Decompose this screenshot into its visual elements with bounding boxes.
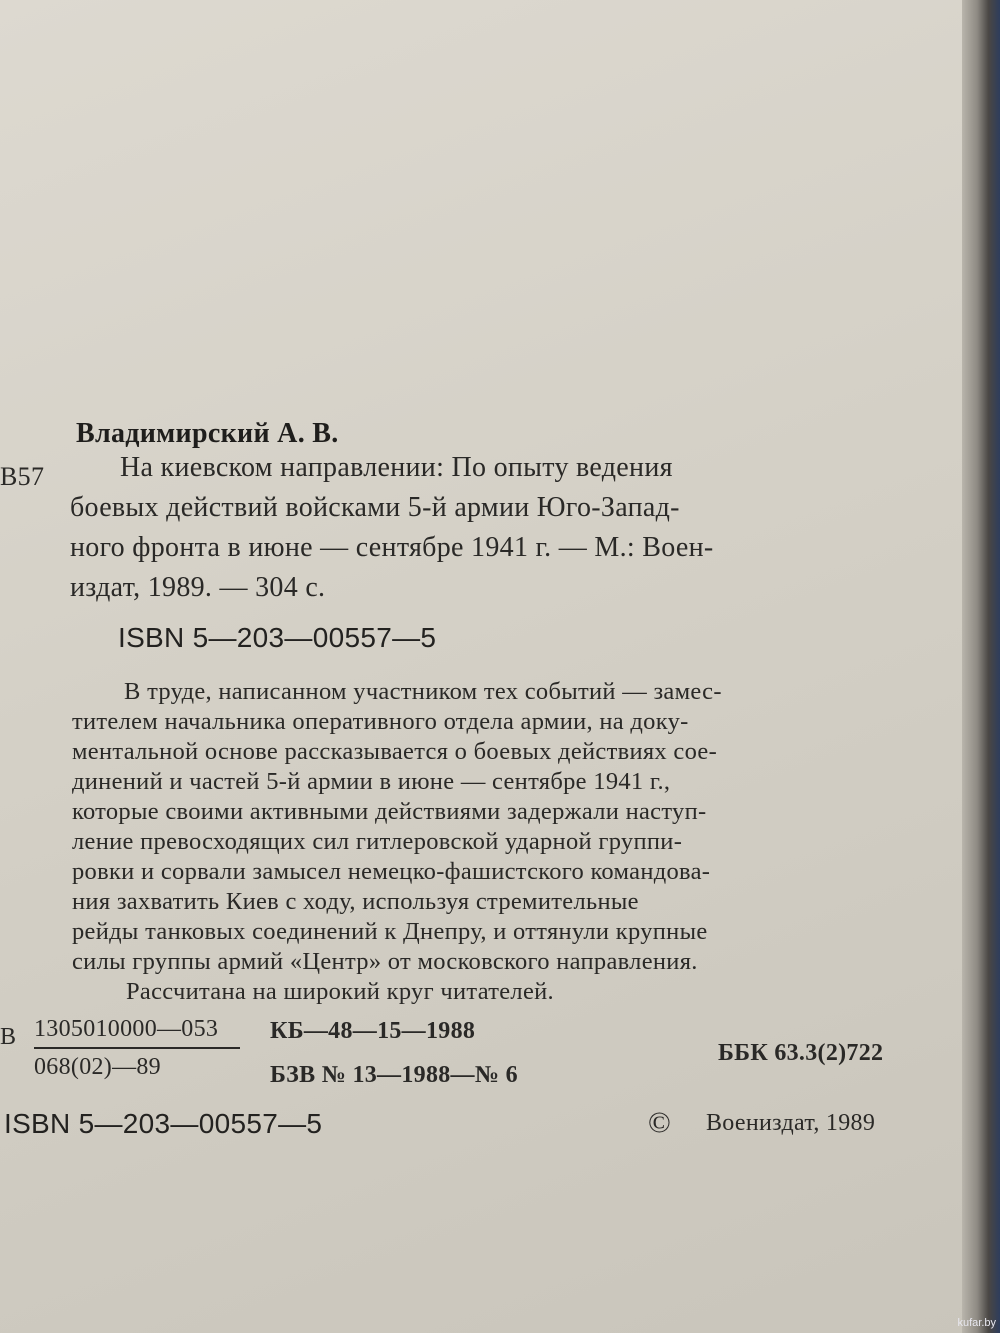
abstract-line: тителем начальника оперативного отдела армии, на доку- bbox=[72, 708, 689, 735]
abstract-line: рейды танковых соединений к Днепру, и оттянули крупные bbox=[72, 918, 708, 945]
imprint-bbk: ББК 63.3(2)722 bbox=[718, 1040, 884, 1066]
page-edge bbox=[962, 0, 1000, 1333]
fraction-rule bbox=[34, 1047, 240, 1049]
abstract-line: которые своими активными действиями задержали наступ- bbox=[72, 798, 707, 825]
imprint-letter: В bbox=[0, 1024, 17, 1050]
bibliography-line: ного фронта в июне — сентябре 1941 г. — М.: Воен- bbox=[70, 532, 714, 563]
bibliography-line: боевых действий войсками 5-й армии Юго-Запад- bbox=[70, 492, 680, 523]
copyright-text: Воениздат, 1989 bbox=[706, 1110, 876, 1136]
copyright-icon: © bbox=[648, 1106, 672, 1139]
abstract-line: ровки и сорвали замысел немецко-фашистского командова- bbox=[72, 858, 711, 885]
abstract-line: ление превосходящих сил гитлеровской ударной группи- bbox=[72, 828, 683, 855]
imprint-denominator: 068(02)—89 bbox=[34, 1054, 161, 1080]
shelf-code: В57 bbox=[0, 462, 45, 491]
imprint-bzv: БЗВ № 13—1988—№ 6 bbox=[270, 1062, 518, 1088]
watermark: kufar.by bbox=[957, 1317, 996, 1329]
imprint-kb: КБ—48—15—1988 bbox=[270, 1018, 476, 1044]
bibliography-line: На киевском направлении: По опыту ведения bbox=[120, 452, 673, 483]
isbn-bottom: ISBN 5—203—00557—5 bbox=[4, 1108, 323, 1139]
abstract-line: ментальной основе рассказывается о боевых действиях сое- bbox=[72, 738, 718, 765]
abstract-line: динений и частей 5-й армии в июне — сентябре 1941 г., bbox=[72, 768, 671, 795]
abstract-line: силы группы армий «Центр» от московского направления. bbox=[72, 948, 698, 975]
bibliography-line: издат, 1989. — 304 с. bbox=[70, 572, 326, 603]
author-name: Владимирский А. В. bbox=[76, 418, 339, 449]
abstract-line: В труде, написанном участником тех событий — замес- bbox=[124, 678, 722, 705]
imprint-numerator: 1305010000—053 bbox=[34, 1016, 219, 1042]
abstract-line: ния захватить Киев с ходу, используя стремительные bbox=[72, 888, 639, 915]
abstract-line: Рассчитана на широкий круг читателей. bbox=[126, 978, 554, 1005]
isbn-top: ISBN 5—203—00557—5 bbox=[118, 622, 437, 653]
